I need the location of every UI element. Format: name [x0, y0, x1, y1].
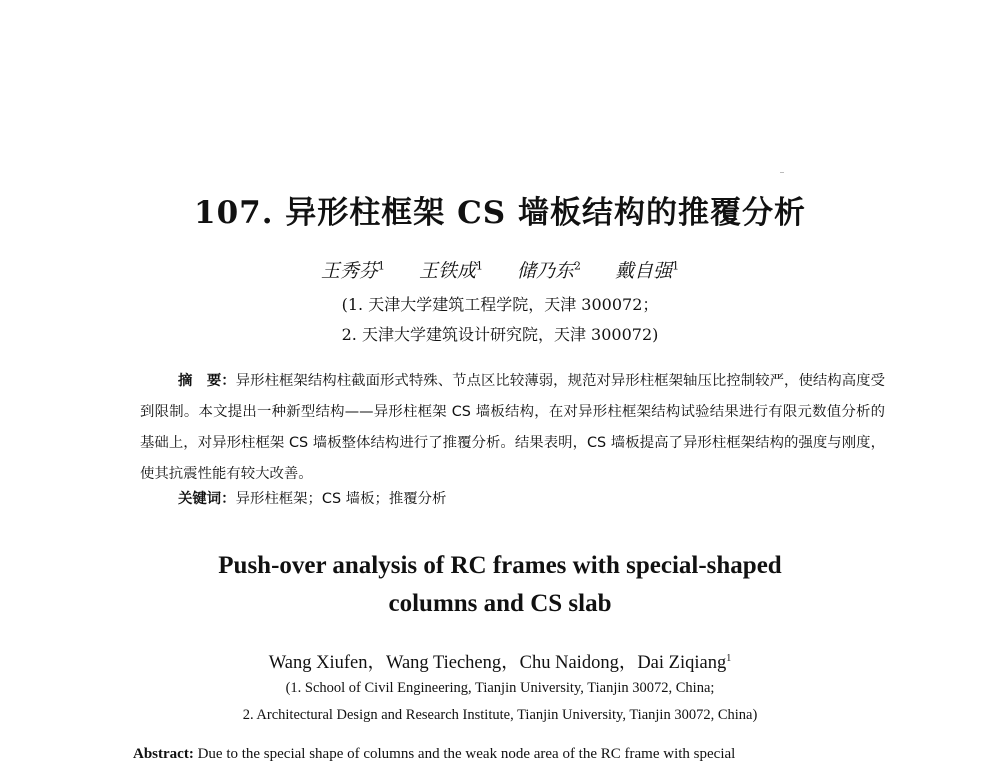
title-chinese: 107. 异形柱框架 CS 墙板结构的推覆分析 — [194, 195, 806, 231]
keywords-cn-text: 异形柱框架；CS 墙板；推覆分析 — [235, 491, 447, 507]
affiliation-en-2: 2. Architectural Design and Research Institute, Tianjin University, Tianjin 30072, China) — [242, 707, 758, 723]
author-cn-3: 储乃东$^2$ — [517, 259, 582, 282]
affiliation-cn-2: 2. 天津大学建筑设计研究院，天津 300072) — [341, 325, 659, 344]
title-english — [0, 547, 1000, 623]
abstract-cn-label: 摘 要： — [178, 373, 236, 389]
title-en-line-1: Push-over analysis of RC frames with special-shaped — [218, 552, 782, 579]
title-en-line-2: columns and CS slab — [388, 590, 612, 617]
keywords-chinese — [178, 487, 446, 508]
abstract-chinese — [140, 366, 885, 490]
affiliation-en-1: (1. School of Civil Engineering, Tianjin University, Tianjin 30072, China; — [285, 680, 715, 696]
author-cn-1: 王秀芬$^1$ — [320, 259, 385, 282]
keywords-cn-label: 关键词： — [178, 491, 236, 507]
authors-chinese — [0, 256, 1000, 283]
scan-artifact — [780, 172, 784, 173]
authors-english: Wang Xiufen，Wang Tiecheng，Chu Naidong，Dai Ziqiang$^1$ — [268, 652, 732, 673]
abstract-en-text: Due to the special shape of columns and the weak node area of the RC frame with special — [197, 746, 736, 762]
author-cn-2: 王铁成$^1$ — [418, 259, 483, 282]
abstract-english — [133, 746, 893, 763]
author-cn-4: 戴自强$^1$ — [615, 259, 680, 282]
abstract-cn-text: 异形柱框架结构柱截面形式特殊、节点区比较薄弱，规范对异形柱框架轴压比控制较严，使结构高度受到限制。本文提出一种新型结构——异形柱框架 CS 墙板结构，在对异形柱框架结构试验结果进行有限元数值分析的基础上，对异形柱框架 CS 墙板整体结构进行了推覆分析。结果表明，CS 墙板提高了异形柱框架结构的强度与刚度，使其抗震性能有较大改善。 — [140, 373, 885, 482]
affiliation-cn-1: (1. 天津大学建筑工程学院，天津 300072； — [341, 295, 659, 314]
abstract-en-label: Abstract: — [133, 746, 194, 762]
